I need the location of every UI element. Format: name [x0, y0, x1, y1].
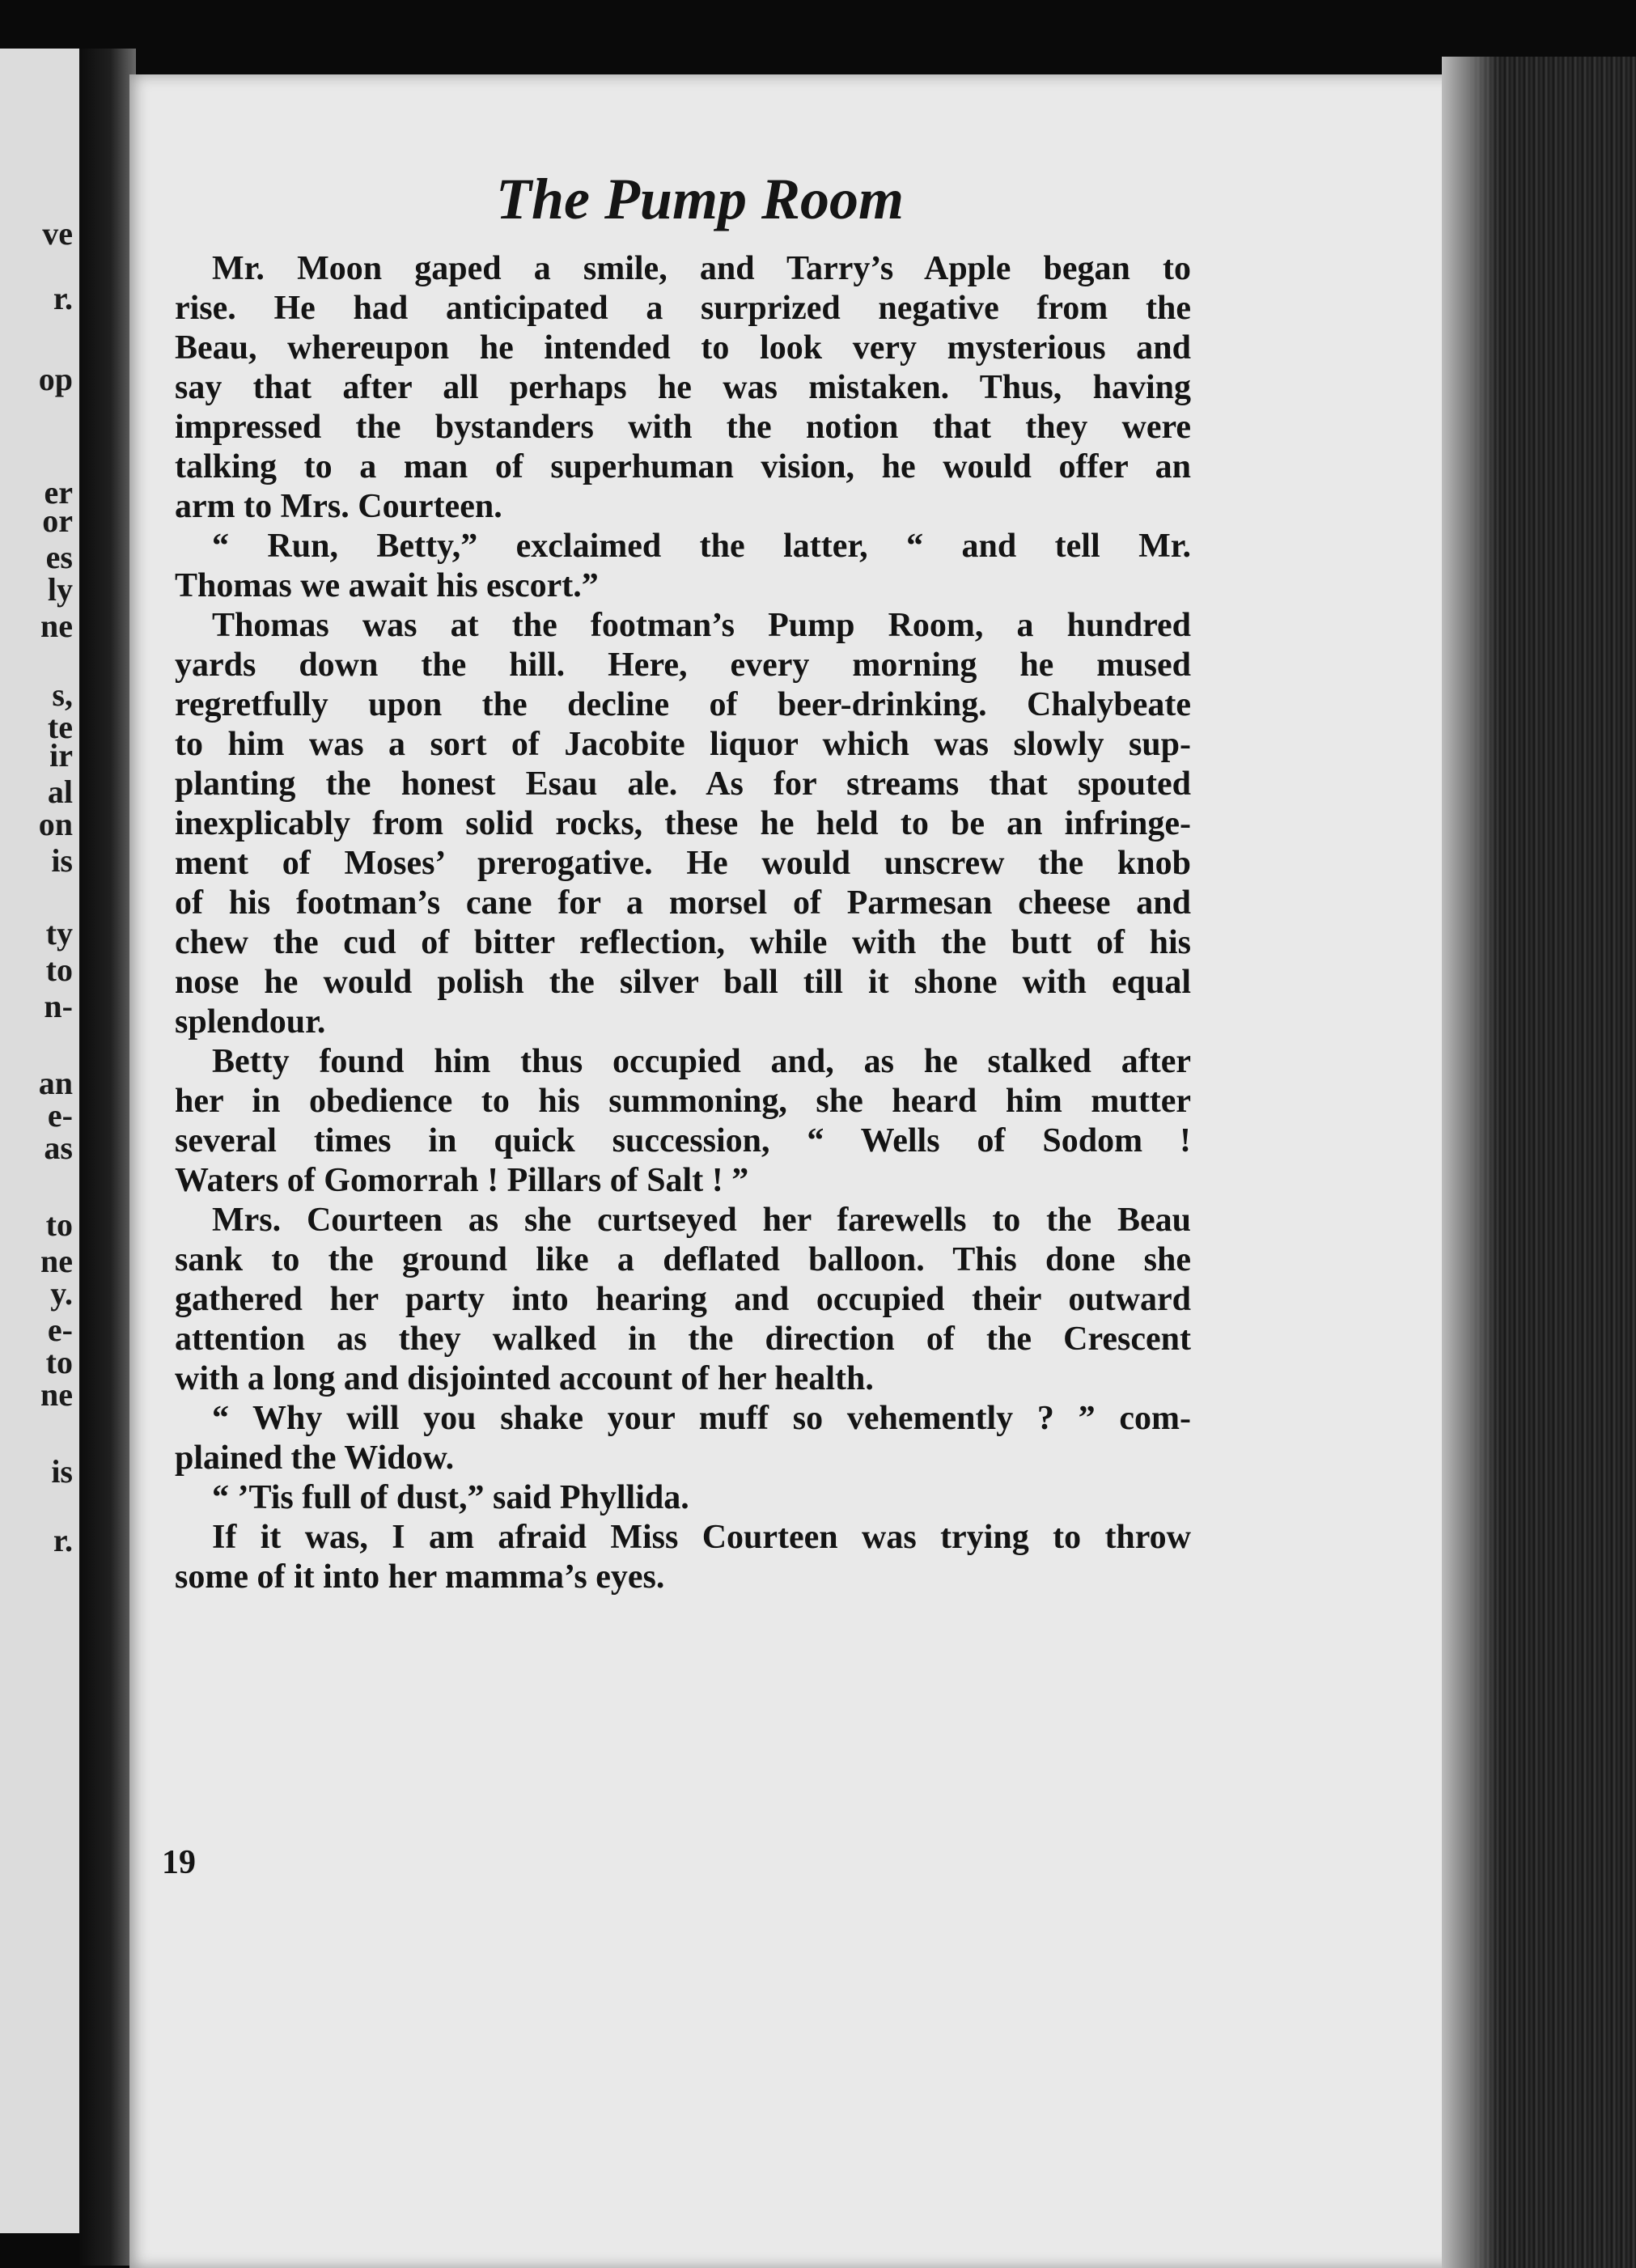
facing-page-fragment: te — [47, 709, 73, 745]
body-text — [175, 249, 1191, 1597]
book-gutter — [79, 49, 136, 2266]
text-line: arm to Mrs. Courteen. — [175, 488, 502, 525]
facing-page-fragment: y. — [50, 1275, 73, 1312]
facing-page-fragment: e- — [47, 1097, 73, 1134]
facing-page-fragment: to — [45, 952, 73, 988]
text-line: regretfully upon the decline of beer-drinking. Chalybeate — [175, 686, 1191, 723]
page-number: 19 — [162, 1844, 196, 1881]
facing-page-fragment: r. — [53, 280, 73, 316]
facing-page-fragment: r. — [53, 1522, 73, 1558]
facing-page-fragment: ly — [47, 571, 73, 608]
text-line: sank to the ground like a deflated balloon. This done she — [175, 1241, 1191, 1278]
text-line: “ Why will you shake your muff so vehemently ? ” com- — [212, 1400, 1191, 1437]
page-fore-edge-highlight — [1442, 57, 1498, 2268]
text-line: Thomas was at the footman’s Pump Room, a hundred — [212, 607, 1191, 644]
facing-page-fragment: ne — [40, 1376, 73, 1413]
text-line: gathered her party into hearing and occupied their outward — [175, 1281, 1191, 1318]
facing-page-fragment: al — [47, 774, 73, 810]
text-line: say that after all perhaps he was mistaken. Thus, having — [175, 369, 1191, 406]
text-line: chew the cud of bitter reflection, while with the butt of his — [175, 924, 1191, 961]
text-line: several times in quick succession, “ Wells of Sodom ! — [175, 1122, 1191, 1159]
facing-page-fragment: ir — [49, 737, 73, 774]
text-line: with a long and disjointed account of her health. — [175, 1360, 874, 1397]
facing-page-edge — [0, 49, 84, 2233]
text-line: ment of Moses’ prerogative. He would unscrew the knob — [175, 845, 1191, 882]
text-line: her in obedience to his summoning, she heard him mutter — [175, 1083, 1191, 1120]
text-line: rise. He had anticipated a surprized negative from the — [175, 290, 1191, 327]
text-line: splendour. — [175, 1003, 326, 1041]
text-line: some of it into her mamma’s eyes. — [175, 1558, 665, 1596]
text-line: planting the honest Esau ale. As for streams that spouted — [175, 765, 1191, 803]
text-line: impressed the bystanders with the notion that they were — [175, 409, 1191, 446]
text-line: of his footman’s cane for a morsel of Parmesan cheese and — [175, 884, 1191, 922]
facing-page-fragment: ne — [40, 1243, 73, 1279]
text-line: nose he would polish the silver ball till it shone with equal — [175, 964, 1191, 1001]
text-line: attention as they walked in the direction of the Crescent — [175, 1321, 1191, 1358]
facing-page-fragment: to — [45, 1344, 73, 1380]
facing-page-fragment: op — [38, 361, 73, 397]
facing-page-fragment: ty — [45, 915, 73, 952]
facing-page-fragment: to — [45, 1206, 73, 1243]
facing-page-fragment: n- — [44, 988, 73, 1024]
text-line: Thomas we await his escort.” — [175, 567, 599, 604]
text-line: Waters of Gomorrah ! Pillars of Salt ! ” — [175, 1162, 749, 1199]
facing-page-fragment: ne — [40, 608, 73, 644]
facing-page-fragment: an — [38, 1065, 73, 1101]
facing-page-fragment: e- — [47, 1312, 73, 1348]
text-line: to him was a sort of Jacobite liquor which was slowly sup- — [175, 726, 1191, 763]
running-head: The Pump Room — [495, 167, 905, 231]
text-line: Beau, whereupon he intended to look very mysterious and — [175, 329, 1191, 367]
text-line: Mrs. Courteen as she curtseyed her farewells to the Beau — [212, 1202, 1191, 1239]
text-line: plained the Widow. — [175, 1439, 455, 1477]
text-line: Mr. Moon gaped a smile, and Tarry’s Apple began to — [212, 250, 1191, 287]
facing-page-fragment: s, — [52, 676, 73, 713]
text-line: yards down the hill. Here, every morning he mused — [175, 646, 1191, 684]
facing-page-fragment: ve — [42, 215, 73, 252]
facing-page-fragment: or — [42, 502, 73, 539]
facing-page-fragment: on — [38, 806, 73, 842]
facing-page-fragment: is — [51, 842, 73, 879]
facing-page-fragment: er — [44, 474, 73, 511]
text-line: “ ’Tis full of dust,” said Phyllida. — [212, 1479, 689, 1516]
facing-page-fragment: as — [44, 1130, 73, 1166]
text-line: Betty found him thus occupied and, as he stalked after — [212, 1043, 1191, 1080]
text-line: talking to a man of superhuman vision, he would offer an — [175, 448, 1191, 485]
text-line: If it was, I am afraid Miss Courteen was trying to throw — [212, 1519, 1191, 1556]
text-line: “ Run, Betty,” exclaimed the latter, “ and tell Mr. — [212, 528, 1191, 565]
facing-page-fragment: is — [51, 1453, 73, 1490]
facing-page-fragment: es — [45, 539, 73, 575]
text-line: inexplicably from solid rocks, these he held to be an infringe- — [175, 805, 1191, 842]
